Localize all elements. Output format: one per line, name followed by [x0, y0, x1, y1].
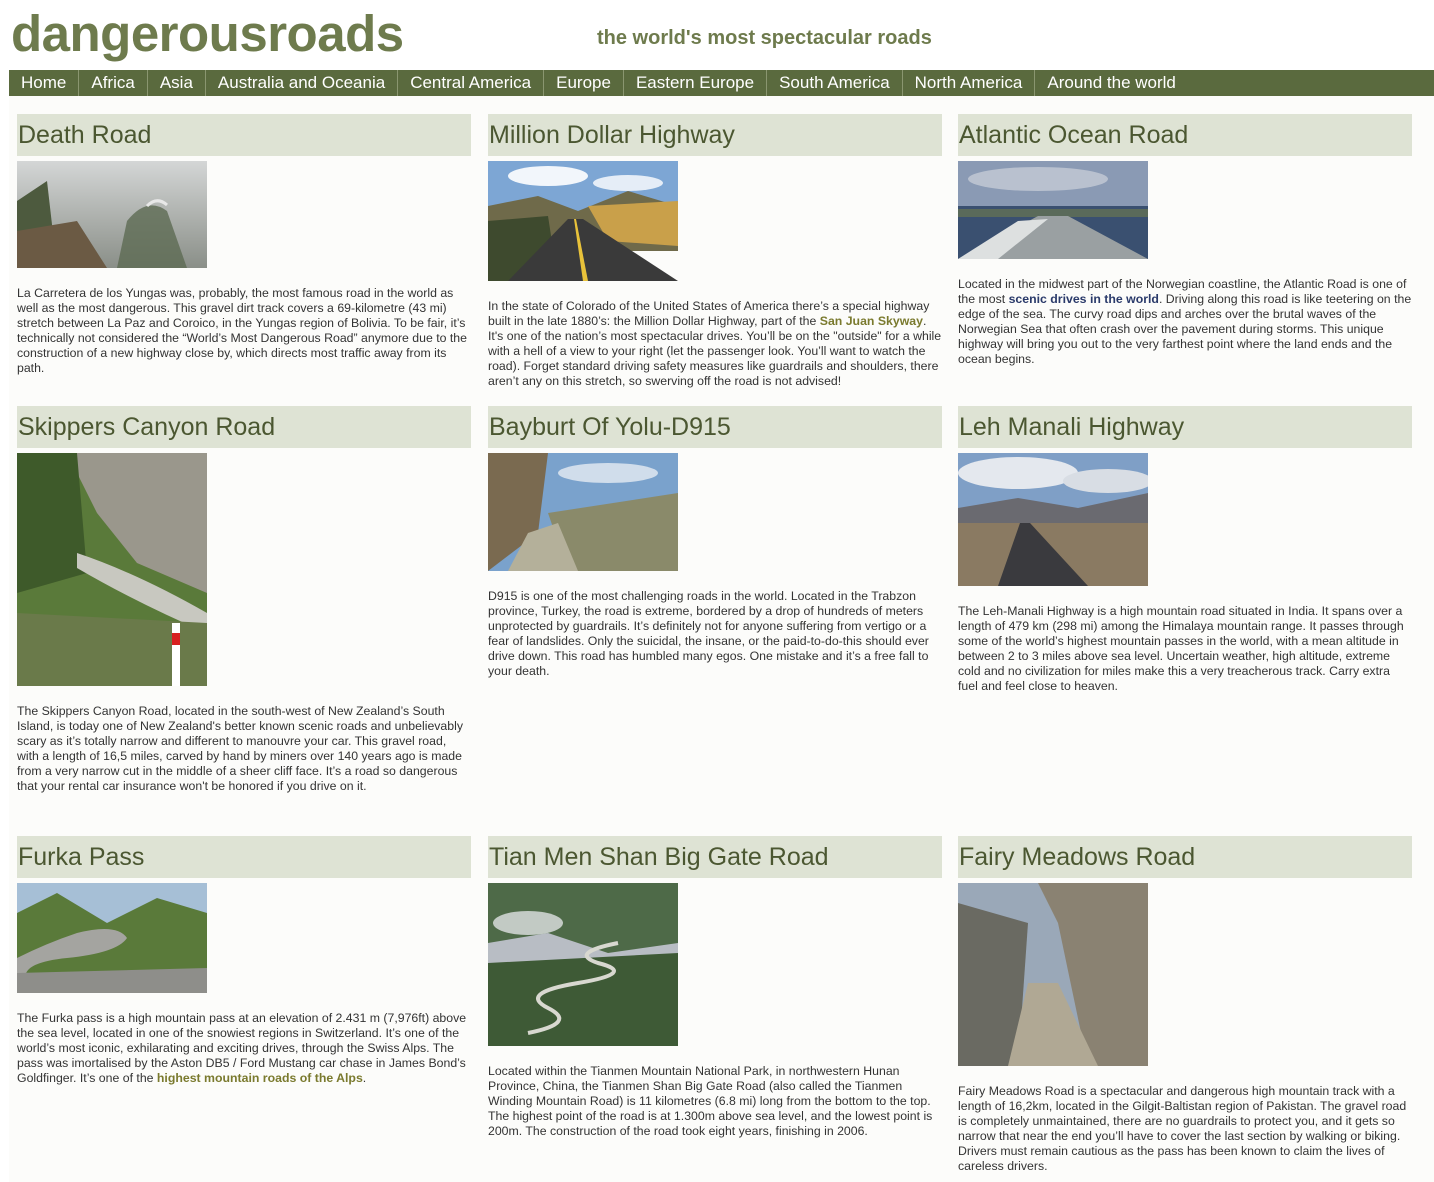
road-grid [9, 96, 1434, 1182]
road-description: In the state of Colorado of the United States of America there’s a special highway built in the late 1880’s: the Million Dollar Highway, part of the San Juan Skyway. It's one of the nation’s most spectacular drives. You’ll be on the "outside" for a while with a hell of a view to your right (let the passenger look. You’ll want to watch the road). Forget standard driving safety measures like guardrails and shoulders, there aren’t any on this stretch, so swerving off the road is not advised! [488, 299, 942, 388]
road-description: Fairy Meadows Road is a spectacular and dangerous high mountain track with a length of 16,2km, located in the Gilgit-Baltistan region of Pakistan. The gravel road is completely unmaintained, there are no guardrails to protect you, and it gets so narrow that near the end you’ll have to cover the last section by walking or biking. Drivers must remain cautious as the pass has been known to claim the lives of careless drivers. [958, 1084, 1407, 1173]
road-card [958, 406, 1412, 694]
road-title[interactable]: Atlantic Ocean Road [958, 114, 1412, 156]
road-card [17, 406, 471, 794]
nav-item-australia-oceania[interactable]: Australia and Oceania [206, 70, 398, 96]
road-photo[interactable] [17, 161, 207, 268]
nav-item-eastern-europe[interactable]: Eastern Europe [624, 70, 767, 96]
san-juan-skyway-link[interactable]: San Juan Skyway [819, 314, 923, 328]
road-card [17, 114, 471, 376]
road-title[interactable]: Tian Men Shan Big Gate Road [488, 836, 942, 878]
nav-item-africa[interactable]: Africa [79, 70, 147, 96]
road-title[interactable]: Bayburt Of Yolu-D915 [488, 406, 942, 448]
road-title[interactable]: Death Road [17, 114, 471, 156]
road-title[interactable]: Million Dollar Highway [488, 114, 942, 156]
road-description: The Skippers Canyon Road, located in the south-west of New Zealand’s South Island, is today one of New Zealand's better known scenic roads and unbelievably scary as it’s totally narrow and different to manouvre your car. This gravel road, with a length of 16,5 miles, carved by hand by miners over 140 years ago is made from a very narrow cut in the middle of a sheer cliff face. It’s a road so dangerous that your rental car insurance won't be honored if you drive on it. [17, 704, 463, 793]
road-description: Located within the Tianmen Mountain National Park, in northwestern Hunan Province, China, the Tianmen Shan Big Gate Road (also called the Tianmen Winding Mountain Road) is 11 kilometres (6.8 mi) long from the bottom to the top. The highest point of the road is at 1.300m above sea level, and the lowest point is 200m. The construction of the road took eight years, finishing in 2006. [488, 1064, 933, 1138]
road-description: The Furka pass is a high mountain pass at an elevation of 2.431 m (7,976ft) above the sea level, located in one of the snowiest regions in Switzerland. It’s one of the world’s most iconic, exhilarating and exciting drives, through the Swiss Alps. The pass was imortalised by the Aston DB5 / Ford Mustang car chase in James Bond’s Goldfinger. It’s one of the highest mountain roads of the Alps. [17, 1011, 467, 1085]
road-photo[interactable] [17, 883, 207, 993]
road-description: Located in the midwest part of the Norwegian coastline, the Atlantic Road is one of the most scenic drives in the world. Driving along this road is like teetering on the edge of the sea. The curvy road dips and arches over the brutal waves of the Norwegian Sea that often crash over the pavement during storms. This unique highway will bring you out to the very farthest point where the land ends and the ocean begins. [958, 277, 1412, 366]
road-title[interactable]: Leh Manali Highway [958, 406, 1412, 448]
nav-item-north-america[interactable]: North America [903, 70, 1036, 96]
road-card [958, 114, 1412, 367]
road-title[interactable]: Furka Pass [17, 836, 471, 878]
road-photo[interactable] [488, 883, 678, 1046]
nav-item-central-america[interactable]: Central America [398, 70, 544, 96]
road-photo[interactable] [488, 161, 678, 281]
road-description: D915 is one of the most challenging roads in the world. Located in the Trabzon province, Turkey, the road is extreme, bordered by a drop of hundreds of meters unprotected by guardrails. It’s definitely not for anyone suffering from vertigo or a fear of landslides. Only the suicidal, the insane, or the paid-to-do-this should ever drive down. This road has humbled many egos. One mistake and it’s a free fall to your death. [488, 589, 929, 678]
main-nav [9, 70, 1434, 96]
road-description: La Carretera de los Yungas was, probably, the most famous road in the world as well as the most dangerous. This gravel dirt track covers a 69-kilometre (43 mi) stretch between La Paz and Coroico, in the Yungas region of Bolivia. To be fair, it’s technically not considered the “World’s Most Dangerous Road” anymore due to the construction of a new highway close by, which directs most traffic away from its path. [17, 286, 467, 375]
road-card [488, 406, 942, 679]
road-card [488, 114, 942, 389]
road-photo[interactable] [17, 453, 207, 686]
road-photo[interactable] [958, 161, 1148, 259]
highest-mountain-roads-link[interactable]: highest mountain roads of the Alps [156, 1071, 363, 1085]
nav-item-south-america[interactable]: South America [767, 70, 903, 96]
scenic-drives-link[interactable]: scenic drives in the world [1008, 292, 1159, 306]
nav-item-asia[interactable]: Asia [148, 70, 206, 96]
road-description: The Leh-Manali Highway is a high mountain road situated in India. It spans over a length of 479 km (298 mi) among the Himalaya mountain range. It passes through some of the world’s highest mountain passes in the world, with a mean altitude in between 2 to 3 miles above sea level. Uncertain weather, high altitude, extreme cold and no civilization for miles make this a very treacherous track. Carry extra fuel and feel close to heaven. [958, 604, 1404, 693]
site-tagline: the world's most spectacular roads [597, 27, 932, 49]
road-photo[interactable] [958, 883, 1148, 1066]
road-card [488, 836, 942, 1139]
nav-item-home[interactable]: Home [9, 70, 79, 96]
road-title[interactable]: Fairy Meadows Road [958, 836, 1412, 878]
road-title[interactable]: Skippers Canyon Road [17, 406, 471, 448]
road-photo[interactable] [488, 453, 678, 571]
site-header [0, 0, 1434, 70]
road-photo[interactable] [958, 453, 1148, 586]
road-card [17, 836, 471, 1086]
road-card [958, 836, 1412, 1174]
nav-item-europe[interactable]: Europe [544, 70, 624, 96]
nav-item-around-the-world[interactable]: Around the world [1047, 73, 1176, 92]
site-logo[interactable]: dangerousroads [11, 5, 404, 62]
